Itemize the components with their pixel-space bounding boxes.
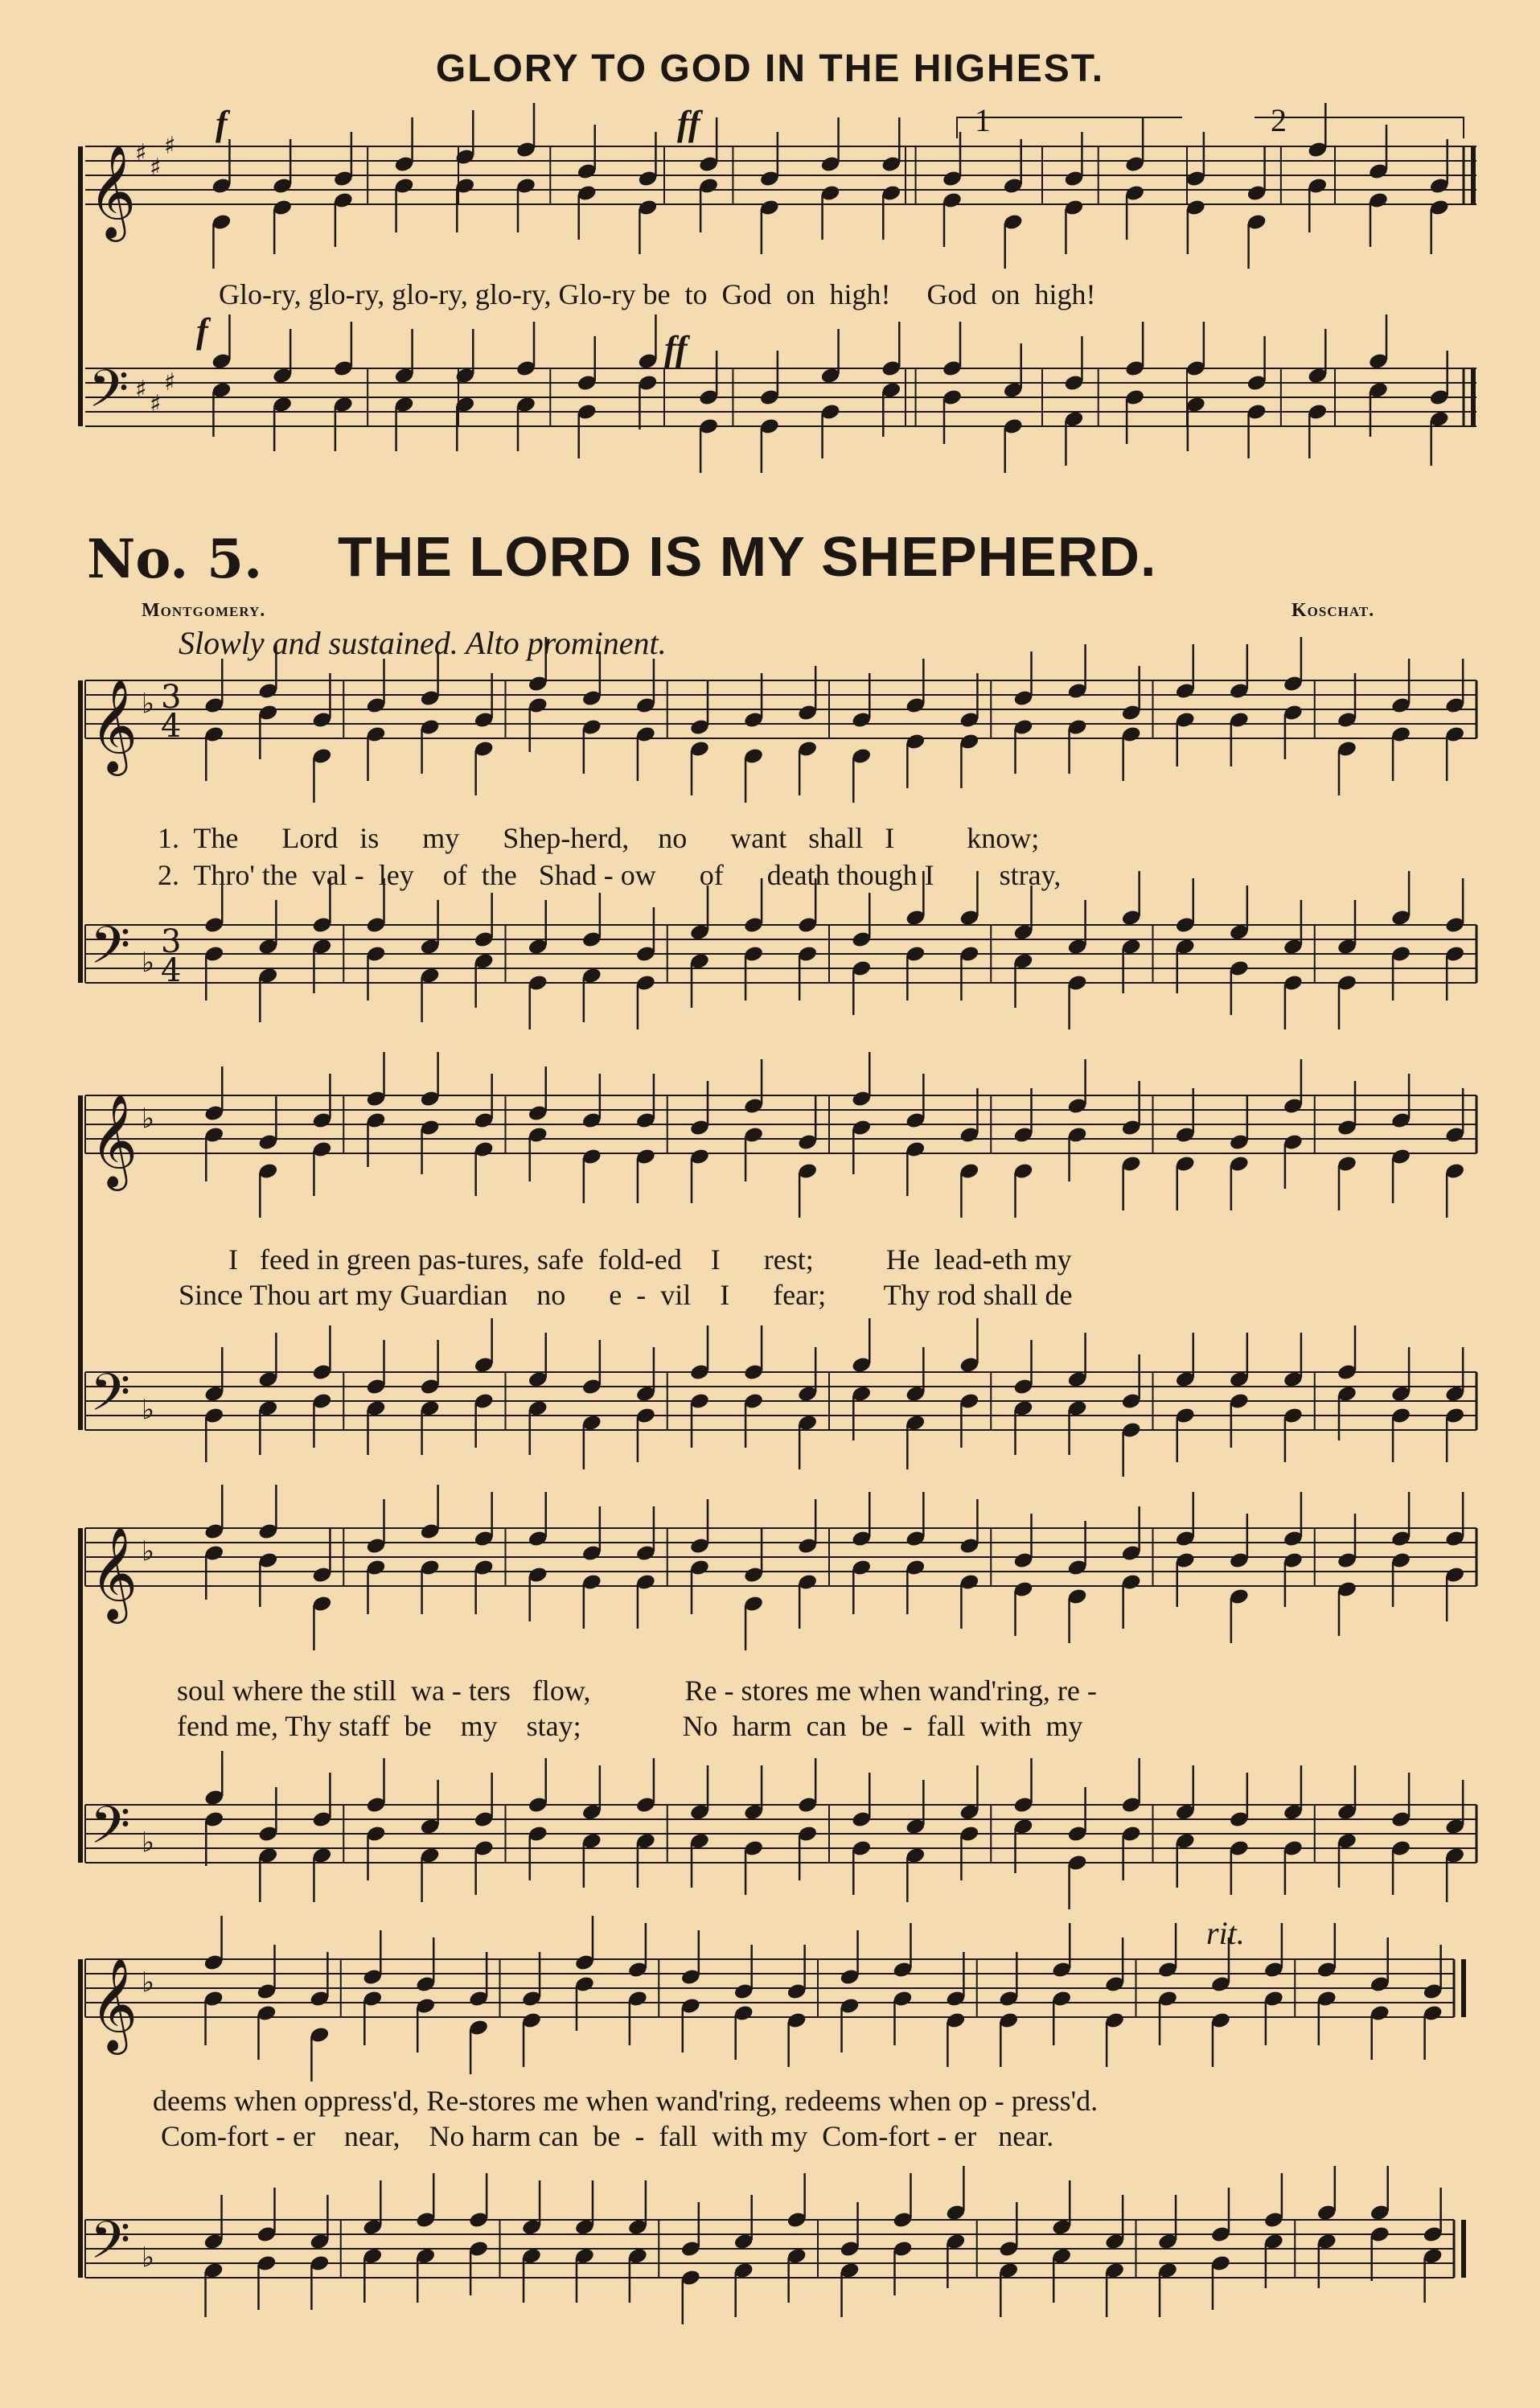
- system-4-verse-2: Com-fort - er near, No harm can be - fall with my Com-fort - er near.: [161, 2120, 1054, 2152]
- bass-clef: 𝄢: [90, 916, 131, 988]
- key-signature-flat: ♭: [142, 947, 155, 979]
- key-signature-sharp: ♯: [135, 376, 147, 404]
- time-signature-bottom: 4: [161, 708, 182, 745]
- volta-first-ending: 1: [975, 102, 991, 138]
- key-signature-flat: ♭: [142, 1827, 155, 1859]
- hymn-composer: Koschat.: [1292, 600, 1375, 621]
- bass-clef: 𝄢: [88, 360, 129, 432]
- bass-clef: 𝄢: [90, 2211, 131, 2283]
- dynamic-fortissimo-bass: ff: [664, 329, 688, 368]
- key-signature-sharp: ♯: [135, 139, 147, 167]
- hymn-author: Montgomery.: [142, 600, 266, 621]
- key-signature-flat: ♭: [142, 1394, 155, 1426]
- key-signature-sharp: ♯: [150, 390, 162, 418]
- key-signature-flat: ♭: [142, 1535, 155, 1568]
- system-2-verse-1: I feed in green pas-tures, safe fold-ed I rest; He lead-eth my: [228, 1243, 1072, 1276]
- time-signature-bottom: 4: [161, 952, 182, 989]
- bass-clef: 𝄢: [90, 1796, 131, 1868]
- system-3-verse-2: fend me, Thy staff be my stay; No harm can be - fall with my: [177, 1710, 1083, 1742]
- system-3-verse-1: soul where the still wa - ters flow, Re - stores me when wand'ring, re -: [177, 1675, 1097, 1707]
- system-2-verse-2: Since Thou art my Guardian no e - vil I fear; Thy rod shall de: [179, 1279, 1073, 1311]
- volta-second-ending: 2: [1271, 102, 1287, 138]
- key-signature-flat: ♭: [142, 2242, 155, 2274]
- system-4-verse-1: deems when oppress'd, Re-stores me when wand'ring, redeems when op - press'd.: [153, 2085, 1099, 2117]
- time-signature-top: 3: [161, 679, 182, 716]
- key-signature-sharp: ♯: [164, 132, 176, 160]
- treble-clef: 𝄞: [90, 1093, 138, 1187]
- system-1-verse-1: 1. The Lord is my Shep-herd, no want shall I know;: [158, 822, 1040, 854]
- ritardando-marking: rit.: [1206, 1915, 1245, 1951]
- top-hymn-title: GLORY TO GOD IN THE HIGHEST.: [435, 47, 1105, 90]
- key-signature-flat: ♭: [142, 1103, 155, 1135]
- key-signature-sharp: ♯: [164, 368, 176, 397]
- dynamic-forte-bass: f: [196, 311, 208, 351]
- treble-clef: 𝄞: [90, 678, 138, 772]
- system-1-verse-2: 2. Thro' the val - ley of the Shad - ow of death though I stray,: [158, 859, 1062, 891]
- dynamic-forte-treble: f: [216, 104, 228, 143]
- hymn-title: THE LORD IS MY SHEPHERD.: [338, 525, 1157, 588]
- volta-bracket-1: [957, 117, 1182, 138]
- hymn-number: No. 5.: [87, 528, 263, 590]
- time-signature-top: 3: [161, 923, 182, 960]
- dynamic-fortissimo-treble: ff: [677, 104, 700, 143]
- tempo-marking: Slowly and sustained. Alto prominent.: [179, 625, 667, 661]
- top-hymn-lyrics: Glo-ry, glo-ry, glo-ry, glo-ry, Glo-ry be to God on high! God on high!: [219, 278, 1096, 310]
- key-signature-sharp: ♯: [150, 154, 162, 182]
- treble-clef: 𝄞: [88, 144, 137, 238]
- treble-clef: 𝄞: [90, 1957, 138, 2051]
- key-signature-flat: ♭: [142, 1966, 155, 1999]
- key-signature-flat: ♭: [142, 688, 155, 720]
- bass-clef: 𝄢: [90, 1363, 131, 1436]
- treble-clef: 𝄞: [90, 1526, 138, 1620]
